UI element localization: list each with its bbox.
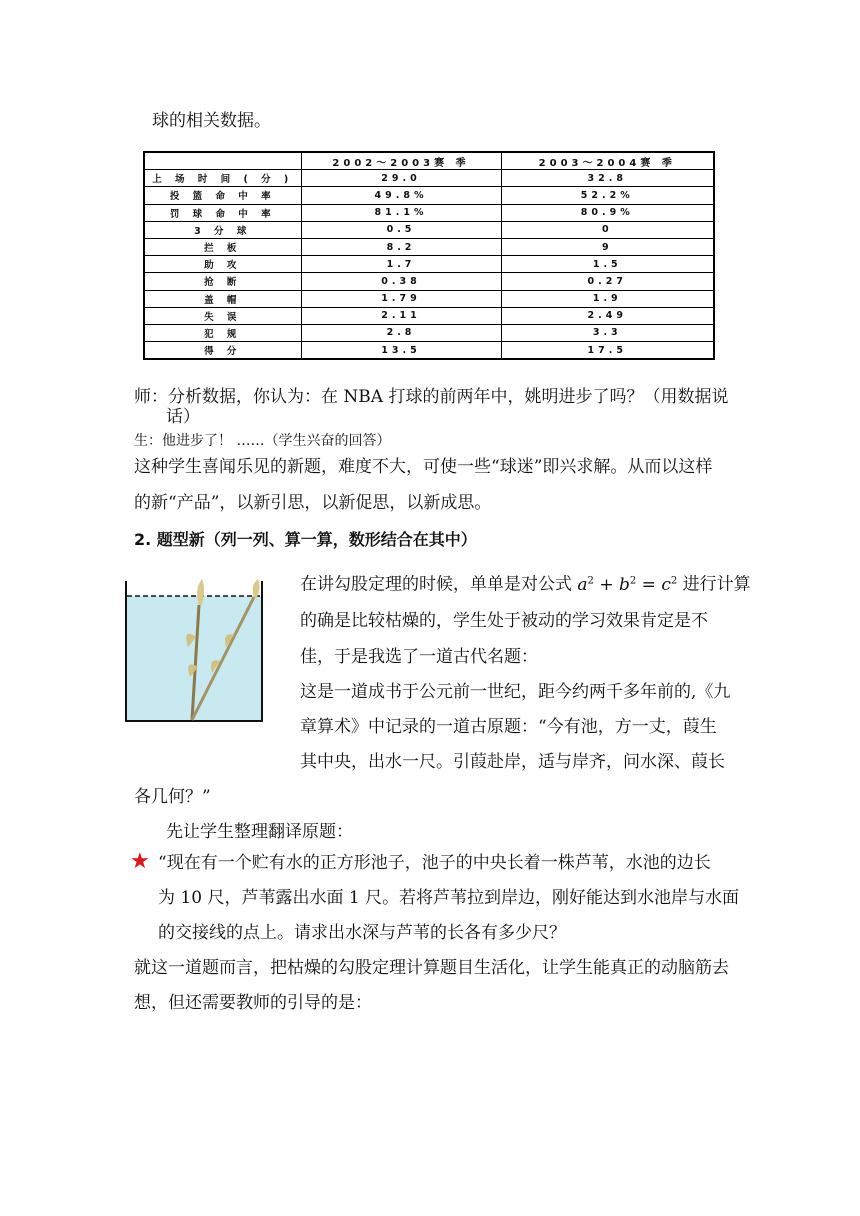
table-cell: 49.8% — [301, 187, 501, 204]
table-row — [144, 204, 714, 221]
formula-exponent: 2 — [670, 575, 678, 586]
table-cell: 3.3 — [501, 324, 714, 341]
quote-line: “现在有一个贮有水的正方形池子，池子的中央长着一株芦苇，水池的边长 — [158, 853, 711, 873]
table-cell: 2.49 — [501, 307, 714, 324]
table-row — [144, 256, 714, 273]
table-cell: 81.1% — [301, 204, 501, 221]
student-line: 生：他进步了！ ……（学生兴奋的回答） — [134, 433, 391, 449]
right-text-line: 其中央，出水一尺。引葭赴岸，适与岸齐，问水深、葭长 — [300, 752, 725, 772]
table-row-label: 助 攻 — [144, 256, 301, 273]
text-run: 在讲勾股定理的时候，单单是对公式 — [300, 574, 572, 595]
table-cell: 17.5 — [501, 342, 714, 360]
quote-line: 的交接线的点上。请求出水深与芦苇的长各有多少尺？ — [158, 923, 566, 943]
table-row — [144, 221, 714, 238]
formula-c: c — [661, 574, 671, 595]
table-cell: 29.0 — [301, 170, 501, 187]
table-cell: 0 — [501, 221, 714, 238]
teacher-line: 师：分析数据，你认为：在 NBA 打球的前两年中，姚明进步了吗？（用数据说 — [134, 387, 729, 407]
right-text-line: 佳，于是我选了一道古代名题： — [300, 647, 538, 667]
table-cell: 0.38 — [301, 273, 501, 290]
paragraph-line: 想，但还需要教师的引导的是： — [134, 993, 372, 1013]
table-cell: 9 — [501, 238, 714, 255]
right-text-line — [300, 564, 751, 602]
formula-exponent: 2 — [629, 575, 637, 586]
table-row — [144, 290, 714, 307]
paragraph-line: 就这一道题而言，把枯燥的勾股定理计算题目生活化，让学生能真正的动脑筋去 — [134, 958, 729, 978]
table-cell: 52.2% — [501, 187, 714, 204]
table-row-label: 抢 断 — [144, 273, 301, 290]
table-cell: 2.11 — [301, 307, 501, 324]
teacher-line-cont: 话） — [166, 407, 200, 427]
right-text-line: 章算术》中记录的一道古原题：“今有池，方一丈，葭生 — [300, 717, 717, 737]
quote-line: 为 10 尺，芦苇露出水面 1 尺。若将芦苇拉到岸边，刚好能达到水池岸与水面 — [158, 888, 740, 908]
table-cell: 1.5 — [501, 256, 714, 273]
table-cell: 1.79 — [301, 290, 501, 307]
formula-a: a — [577, 574, 588, 595]
pythagorean-formula — [577, 575, 677, 595]
formula-b: b — [618, 574, 630, 595]
table-row-label: 罚 球 命 中 率 — [144, 204, 301, 221]
text-run: 进行计算 — [682, 574, 751, 595]
table-row — [144, 170, 714, 187]
table-header-cell: 2002～2003赛 季 — [301, 152, 501, 170]
table-row — [144, 187, 714, 204]
table-cell: 13.5 — [301, 342, 501, 360]
intro-line: 球的相关数据。 — [152, 111, 271, 131]
table-cell: 0.27 — [501, 273, 714, 290]
table-row-label: 3 分 球 — [144, 221, 301, 238]
table-header-row — [144, 152, 714, 170]
right-text-line: 这是一道成书于公元前一世纪，距今约两千多年前的,《九 — [300, 682, 731, 702]
paragraph-line: 这种学生喜闻乐见的新题，难度不大，可使一些“球迷”即兴求解。从而以这样 — [134, 457, 713, 477]
table-header-cell — [144, 152, 301, 170]
table-row-label: 拦 板 — [144, 238, 301, 255]
table-row — [144, 342, 714, 360]
table-row-label: 上 场 时 间 ( 分 ) — [144, 170, 301, 187]
table-header-cell: 2003～2004赛 季 — [501, 152, 714, 170]
table-row — [144, 307, 714, 324]
section-heading: 2. 题型新（列一列、算一算，数形结合在其中） — [134, 530, 477, 549]
table-row-label: 投 篮 命 中 率 — [144, 187, 301, 204]
table-row-label: 盖 帽 — [144, 290, 301, 307]
table-row-label: 犯 规 — [144, 324, 301, 341]
table-cell: 32.8 — [501, 170, 714, 187]
stats-table — [143, 151, 715, 360]
formula-exponent: 2 — [587, 575, 594, 586]
table-cell: 1.7 — [301, 256, 501, 273]
paragraph-line: 各几何？” — [134, 787, 211, 807]
right-text-line: 的确是比较枯燥的，学生处于被动的学习效果肯定是不 — [300, 611, 708, 631]
formula-equals: = — [636, 574, 662, 595]
table-row — [144, 238, 714, 255]
table-cell: 8.2 — [301, 238, 501, 255]
table-row-label: 得 分 — [144, 342, 301, 360]
formula-plus: + — [593, 574, 619, 595]
paragraph-line: 先让学生整理翻译原题： — [166, 822, 353, 842]
table-row — [144, 273, 714, 290]
star-icon: ★ — [130, 849, 150, 874]
pond-reed-illustration — [122, 577, 268, 725]
table-cell: 0.5 — [301, 221, 501, 238]
table-cell: 2.8 — [301, 324, 501, 341]
paragraph-line: 的新“产品”，以新引思，以新促思，以新成思。 — [134, 493, 492, 513]
table-cell: 80.9% — [501, 204, 714, 221]
table-row-label: 失 误 — [144, 307, 301, 324]
table-cell: 1.9 — [501, 290, 714, 307]
table-row — [144, 324, 714, 341]
